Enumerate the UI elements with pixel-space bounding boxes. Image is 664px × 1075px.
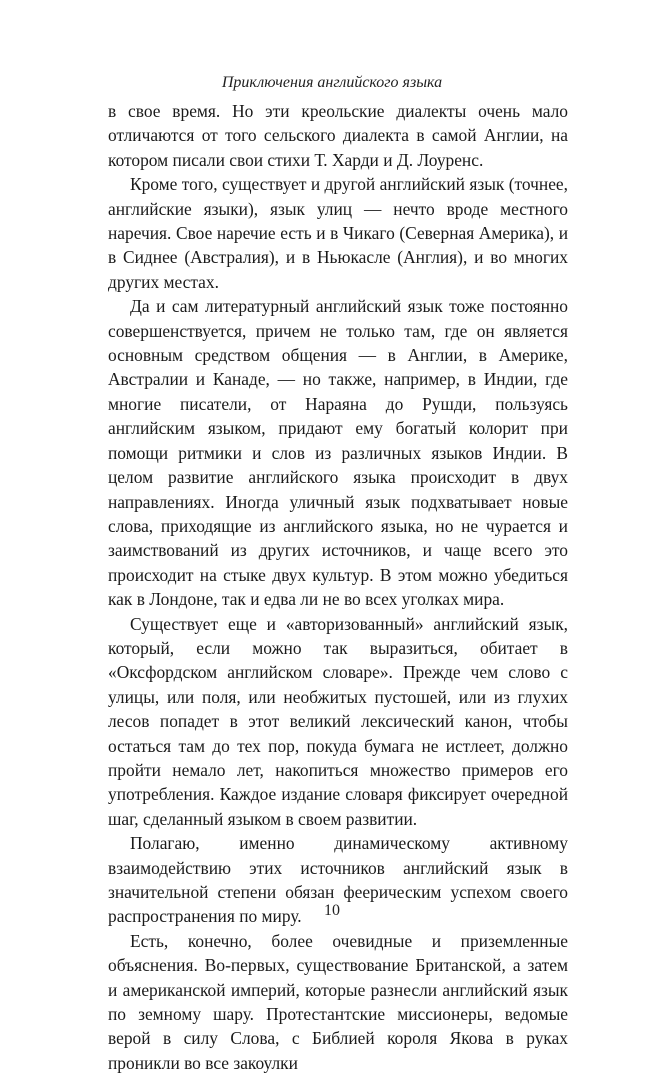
paragraph-6: Есть, конечно, более очевидные и приземленные объяснения. Во-первых, существование Британской, а затем и американской империй, которые разнесли английский язык по земному шару. Протестантские миссионеры, ведомые верой в силу Слова, с Библией короля Якова в руках проникли во все закоулки: [108, 930, 568, 1073]
paragraph-5: Полагаю, именно динамическому активному взаимодействию этих источников английский язык в значительной степени обязан феерическим успехом своего распространения по миру.: [108, 833, 568, 927]
paragraph-4: Существует еще и «авторизованный» английский язык, который, если можно так выразиться, обитает в «Оксфордском английском словаре». Прежде чем слово с улицы, или поля, или необжитых пустошей, или из глухих лесов попадет в этот великий лексический канон, чтобы остаться там до тех пор, покуда бумага не истлеет, должно пройти немало лет, накопиться множество примеров его употребления. Каждое издание словаря фиксирует очередной шаг, сделанный языком в своем развитии.: [108, 613, 568, 829]
page-number: 10: [324, 902, 340, 919]
paragraph-2: Кроме того, существует и другой английский язык (точнее, английские языки), язык улиц — нечто вроде местного наречия. Свое наречие есть и в Чикаго (Северная Америка), и в Сиднее (Австралия), и в Ньюкасле (Англия), и во многих других местах.: [108, 174, 568, 292]
paragraph-1: в свое время. Но эти креольские диалекты очень мало отличаются от того сельского диалекта в самой Англии, на котором писали свои стихи Т. Харди и Д. Лоуренс.: [108, 101, 568, 170]
paragraph-3: Да и сам литературный английский язык тоже постоянно совершенствуется, причем не только там, где он является основным средством общения — в Англии, в Америке, Австралии и Канаде, — но также, например, в Индии, где многие писатели, от Нараяна до Рушди, пользуясь английским языком, придают ему богатый колорит при помощи ритмики и слов из различных языков Индии. В целом развитие английского языка происходит в двух направлениях. Иногда уличный язык подхватывает новые слова, приходящие из английского языка, но не чурается и заимствований из других источников, и чаще всего это происходит на стыке двух культур. В этом можно убедиться как в Лондоне, так и едва ли не во всех уголках мира.: [108, 296, 568, 610]
running-head: Приключения английского языка: [221, 74, 443, 91]
body-text: [108, 99, 568, 1075]
